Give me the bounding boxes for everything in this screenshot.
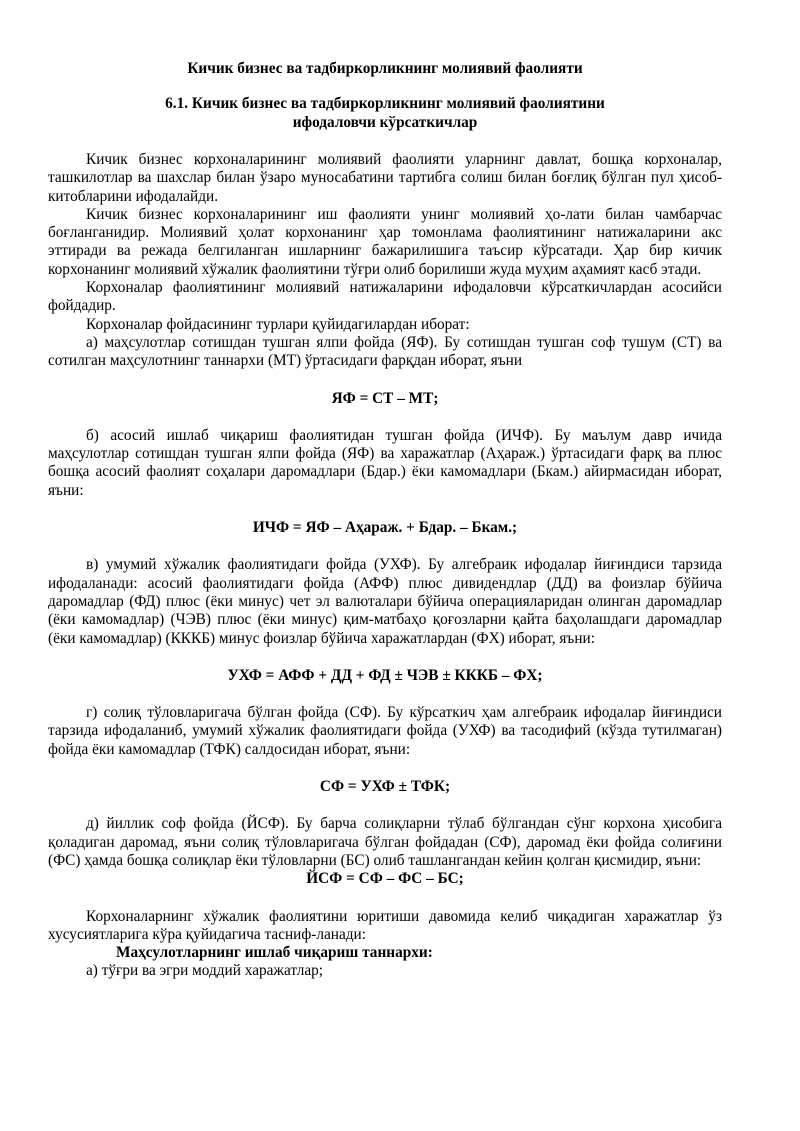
paragraph: а) тўғри ва эгри моддий харажатлар; [86, 962, 324, 980]
paragraph: Кичик бизнес корхоналарининг иш фаолияти унинг молиявий ҳо-лати билан чамбарчас боғланганидир. Молиявий ҳолат корхонанинг ҳар томонлама фаолиятининг натижаларини акс эттиради ва режада белгиланган ишларнинг бажарилишига таъсир кўрсатади. Ҳар бир кичик корхонанинг молиявий хўжалик фаолиятини тўғри олиб борилиши жуда муҳим аҳамият касб этади. [48, 205, 722, 278]
formula-ysf: ЙСФ = СФ – ФС – БС; [306, 870, 464, 888]
paragraph: б) асосий ишлаб чиқариш фаолиятидан тушган фойда (ИЧФ). Бу маълум давр ичида маҳсулотлар сотишдан тушган ялпи фойда (ЯФ) ва харажатлар (Аҳараж.) ўртасидаги фарқ ва плюс бошқа асосий фаолият соҳалари даромадлари (Бдар.) ёки камомадлари (Бкам.) айирмасидан иборат, яъни: [48, 426, 722, 499]
paragraph: а) маҳсулотлар сотишдан тушган ялпи фойда (ЯФ). Бу сотишдан тушган соф тушум (СТ) ва сотилган маҳсулотнинг таннархи (МТ) ўртасидаги фарқдан иборат, яъни [48, 333, 722, 370]
subheading: Маҳсулотларнинг ишлаб чиқариш таннархи: [116, 944, 433, 962]
paragraph: Корхоналарнинг хўжалик фаолиятини юритиши давомида келиб чиқадиган харажатлар ўз хусусиятларига кўра қуйидагича тасниф-ланади: [48, 907, 722, 943]
formula-sf: СФ = УХФ ± ТФК; [319, 778, 451, 796]
section-title-line-2: ифодаловчи кўрсаткичлар [292, 114, 478, 131]
formula-ichf: ИЧФ = ЯФ – Аҳараж. + Бдар. – Бкам.; [252, 519, 518, 537]
document-body [48, 151, 722, 981]
paragraph: Корхоналар фойдасининг турлари қуйидагилардан иборат: [86, 315, 470, 333]
formula-yaf: ЯФ = СТ – МТ; [331, 389, 439, 407]
paragraph: Кичик бизнес корхоналарининг молиявий фаолияти уларнинг давлат, бошқа корхоналар, ташкилотлар ва шахслар билан ўзаро муносабатини тартибга солиш билан боғлиқ бўлган пул ҳисоб-китобларини ифодалайди. [48, 151, 722, 205]
paragraph: д) йиллик соф фойда (ЙСФ). Бу барча солиқларни тўлаб бўлгандан сўнг корхона ҳисобига қоладиган даромад, яъни солиқ тўловларигача бўлган фойдадан (СФ), даромад ёки фойда солиғини (ФС) ҳамда бошқа солиқлар ёки тўловларни (БС) олиб ташлангандан кейин қолган қисмидир, яъни: [48, 815, 722, 869]
paragraph: в) умумий хўжалик фаолиятидаги фойда (УХФ). Бу алгебраик ифодалар йиғиндиси тарзида ифодаланади: асосий фаолиятидаги фойда (АФФ) плюс дивидендлар (ДД) ва фоизлар бўйича даромадлар (ФД) плюс (ёки минус) чет эл валюталари бўйича операцияларидан олинган даромадлар (ёки камомадлар) (ЧЭВ) плюс (ёки минус) қим-матбаҳо қоғозларни қайта баҳолашдаги даромадлар (ёки камомадлар) (КККБ) минус фоизлар бўйича харажатлардан (ФХ) иборат, яъни: [48, 556, 722, 647]
document-title: Кичик бизнес ва тадбиркорликнинг молиявий фаолияти [187, 60, 583, 77]
section-title-line-1: 6.1. Кичик бизнес ва тадбиркорликнинг молиявий фаолиятини [165, 95, 605, 112]
formula-uhf: УХФ = АФФ + ДД + ФД ± ЧЭВ ± КККБ – ФХ; [227, 666, 543, 684]
paragraph: Корхоналар фаолиятининг молиявий натижаларини ифодаловчи кўрсаткичлардан асосийси фойдадир. [48, 279, 722, 315]
paragraph: г) солиқ тўловларигача бўлган фойда (СФ). Бу кўрсаткич ҳам алгебраик ифодалар йиғиндиси тарзида ифодаланиб, умумий хўжалик фаолиятидаги фойда (УХФ) ва тасодифий (кўзда тутилмаган) фойда ёки камомадлар (ТФК) салдосидан иборат, яъни: [48, 704, 722, 758]
